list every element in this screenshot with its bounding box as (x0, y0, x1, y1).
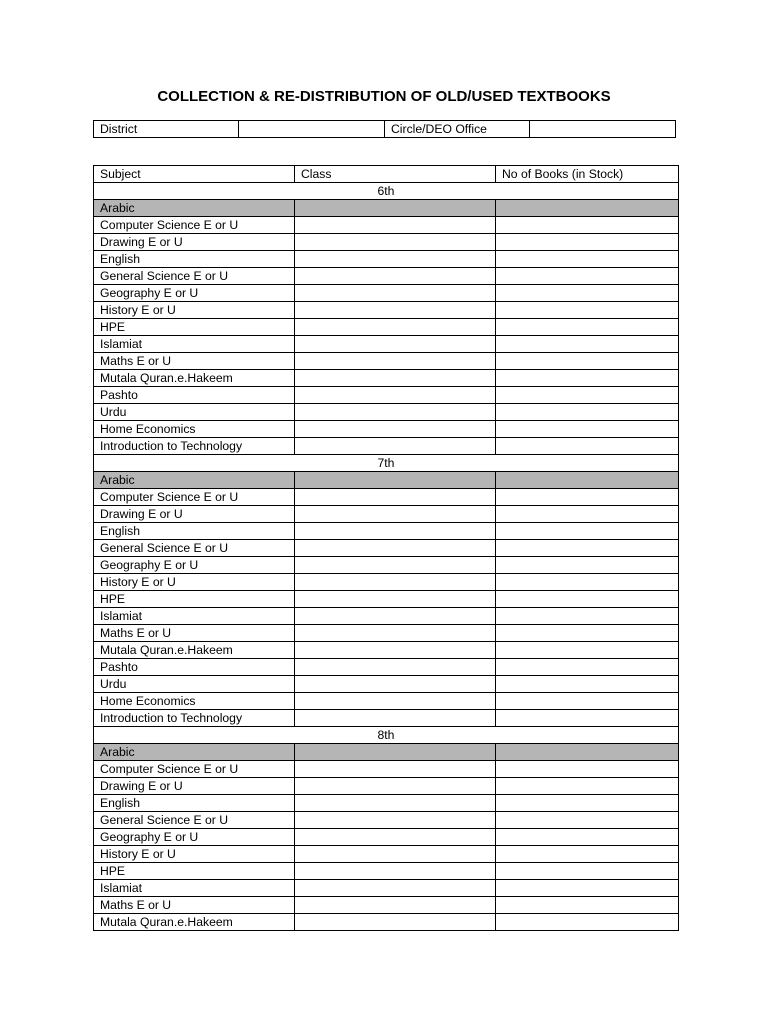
class-cell[interactable] (295, 421, 496, 438)
subject-name: English (94, 251, 295, 268)
class-cell[interactable] (295, 659, 496, 676)
subject-row (94, 591, 679, 608)
subject-row (94, 319, 679, 336)
class-cell[interactable] (295, 829, 496, 846)
class-cell[interactable] (295, 200, 496, 217)
subject-row (94, 302, 679, 319)
office-field[interactable] (530, 121, 676, 138)
subject-name: Geography E or U (94, 829, 295, 846)
subject-row (94, 880, 679, 897)
subject-name: Introduction to Technology (94, 438, 295, 455)
stock-count-cell[interactable] (496, 659, 679, 676)
stock-count-cell[interactable] (496, 914, 679, 931)
stock-count-cell[interactable] (496, 863, 679, 880)
stock-count-cell[interactable] (496, 557, 679, 574)
stock-count-cell[interactable] (496, 472, 679, 489)
subject-row (94, 761, 679, 778)
stock-count-cell[interactable] (496, 846, 679, 863)
stock-count-cell[interactable] (496, 319, 679, 336)
subject-name: Geography E or U (94, 285, 295, 302)
subject-name: Computer Science E or U (94, 489, 295, 506)
subject-row (94, 421, 679, 438)
subject-row (94, 540, 679, 557)
stock-count-cell[interactable] (496, 489, 679, 506)
stock-count-cell[interactable] (496, 370, 679, 387)
subject-name: Mutala Quran.e.Hakeem (94, 642, 295, 659)
subject-row (94, 353, 679, 370)
meta-table (93, 120, 676, 138)
stock-count-cell[interactable] (496, 880, 679, 897)
subject-row (94, 472, 679, 489)
subject-row (94, 336, 679, 353)
subject-row (94, 234, 679, 251)
subject-row (94, 642, 679, 659)
stock-count-cell[interactable] (496, 217, 679, 234)
subject-name: General Science E or U (94, 540, 295, 557)
class-cell[interactable] (295, 353, 496, 370)
class-cell[interactable] (295, 761, 496, 778)
stock-count-cell[interactable] (496, 642, 679, 659)
subject-name: HPE (94, 319, 295, 336)
class-heading: 6th (94, 183, 679, 200)
subject-name: Arabic (94, 200, 295, 217)
subject-row (94, 387, 679, 404)
subject-row (94, 574, 679, 591)
class-cell[interactable] (295, 642, 496, 659)
subject-row (94, 863, 679, 880)
stock-count-cell[interactable] (496, 778, 679, 795)
subject-name: Urdu (94, 676, 295, 693)
stock-count-cell[interactable] (496, 795, 679, 812)
class-cell[interactable] (295, 370, 496, 387)
subject-row (94, 608, 679, 625)
class-cell[interactable] (295, 234, 496, 251)
class-cell[interactable] (295, 472, 496, 489)
subject-name: Islamiat (94, 880, 295, 897)
subject-name: Islamiat (94, 608, 295, 625)
subject-name: Pashto (94, 387, 295, 404)
class-cell[interactable] (295, 489, 496, 506)
class-cell[interactable] (295, 404, 496, 421)
class-cell[interactable] (295, 438, 496, 455)
class-cell[interactable] (295, 846, 496, 863)
class-section-row (94, 183, 679, 200)
stock-count-cell[interactable] (496, 234, 679, 251)
subject-row (94, 676, 679, 693)
district-field[interactable] (239, 121, 385, 138)
class-cell[interactable] (295, 863, 496, 880)
column-header-class: Class (295, 166, 496, 183)
stock-count-cell[interactable] (496, 387, 679, 404)
stock-count-cell[interactable] (496, 353, 679, 370)
subject-row (94, 200, 679, 217)
stock-count-cell[interactable] (496, 897, 679, 914)
meta-row (94, 121, 676, 138)
stock-count-cell[interactable] (496, 336, 679, 353)
class-heading: 7th (94, 455, 679, 472)
subject-name: Computer Science E or U (94, 217, 295, 234)
stock-count-cell[interactable] (496, 523, 679, 540)
stock-count-cell[interactable] (496, 608, 679, 625)
class-cell[interactable] (295, 778, 496, 795)
subject-row (94, 506, 679, 523)
subject-name: English (94, 523, 295, 540)
stock-count-cell[interactable] (496, 591, 679, 608)
class-cell[interactable] (295, 591, 496, 608)
class-cell[interactable] (295, 285, 496, 302)
class-cell[interactable] (295, 506, 496, 523)
subject-row (94, 625, 679, 642)
subject-name: Arabic (94, 472, 295, 489)
stock-count-cell[interactable] (496, 812, 679, 829)
subject-row (94, 489, 679, 506)
subject-row (94, 744, 679, 761)
subject-name: Mutala Quran.e.Hakeem (94, 370, 295, 387)
office-label: Circle/DEO Office (385, 121, 530, 138)
class-cell[interactable] (295, 574, 496, 591)
class-cell[interactable] (295, 557, 496, 574)
class-cell[interactable] (295, 744, 496, 761)
subject-name: Home Economics (94, 693, 295, 710)
class-cell[interactable] (295, 217, 496, 234)
stock-count-cell[interactable] (496, 438, 679, 455)
class-section-row (94, 727, 679, 744)
stock-count-cell[interactable] (496, 285, 679, 302)
subject-name: Arabic (94, 744, 295, 761)
subject-name: General Science E or U (94, 268, 295, 285)
document-title: COLLECTION & RE-DISTRIBUTION OF OLD/USED TEXTBOOKS (157, 88, 611, 105)
subject-name: HPE (94, 591, 295, 608)
class-cell[interactable] (295, 880, 496, 897)
stock-count-cell[interactable] (496, 268, 679, 285)
subject-name: Computer Science E or U (94, 761, 295, 778)
class-cell[interactable] (295, 336, 496, 353)
subject-row (94, 285, 679, 302)
subject-name: Introduction to Technology (94, 710, 295, 727)
class-cell[interactable] (295, 710, 496, 727)
subject-row (94, 914, 679, 931)
subject-name: Drawing E or U (94, 506, 295, 523)
column-header-stock: No of Books (in Stock) (496, 166, 679, 183)
stock-count-cell[interactable] (496, 200, 679, 217)
stock-count-cell[interactable] (496, 506, 679, 523)
class-section-row (94, 455, 679, 472)
class-cell[interactable] (295, 268, 496, 285)
class-cell[interactable] (295, 540, 496, 557)
class-cell[interactable] (295, 676, 496, 693)
subject-row (94, 795, 679, 812)
subject-name: Drawing E or U (94, 234, 295, 251)
subject-name: History E or U (94, 846, 295, 863)
subject-row (94, 268, 679, 285)
class-cell[interactable] (295, 693, 496, 710)
subject-name: Maths E or U (94, 897, 295, 914)
subject-row (94, 897, 679, 914)
class-cell[interactable] (295, 795, 496, 812)
subject-name: History E or U (94, 302, 295, 319)
stock-count-cell[interactable] (496, 744, 679, 761)
subject-name: Geography E or U (94, 557, 295, 574)
subject-name: Urdu (94, 404, 295, 421)
textbook-stock-table (93, 165, 679, 931)
class-cell[interactable] (295, 319, 496, 336)
subject-row (94, 251, 679, 268)
subject-name: Mutala Quran.e.Hakeem (94, 914, 295, 931)
subject-row (94, 523, 679, 540)
subject-name: History E or U (94, 574, 295, 591)
subject-row (94, 846, 679, 863)
class-cell[interactable] (295, 387, 496, 404)
stock-count-cell[interactable] (496, 540, 679, 557)
subject-name: English (94, 795, 295, 812)
subject-row (94, 710, 679, 727)
subject-row (94, 693, 679, 710)
subject-row (94, 812, 679, 829)
subject-row (94, 404, 679, 421)
class-cell[interactable] (295, 251, 496, 268)
subject-row (94, 829, 679, 846)
stock-count-cell[interactable] (496, 404, 679, 421)
header-row (94, 166, 679, 183)
subject-name: Maths E or U (94, 353, 295, 370)
stock-count-cell[interactable] (496, 251, 679, 268)
subject-name: Islamiat (94, 336, 295, 353)
stock-count-cell[interactable] (496, 761, 679, 778)
stock-count-cell[interactable] (496, 421, 679, 438)
stock-count-cell[interactable] (496, 693, 679, 710)
column-header-subject: Subject (94, 166, 295, 183)
subject-row (94, 217, 679, 234)
subject-name: Home Economics (94, 421, 295, 438)
stock-count-cell[interactable] (496, 625, 679, 642)
class-cell[interactable] (295, 625, 496, 642)
class-cell[interactable] (295, 812, 496, 829)
class-cell[interactable] (295, 914, 496, 931)
subject-row (94, 778, 679, 795)
stock-count-cell[interactable] (496, 302, 679, 319)
stock-count-cell[interactable] (496, 829, 679, 846)
subject-name: HPE (94, 863, 295, 880)
stock-count-cell[interactable] (496, 710, 679, 727)
stock-count-cell[interactable] (496, 574, 679, 591)
subject-name: Maths E or U (94, 625, 295, 642)
subject-name: Pashto (94, 659, 295, 676)
district-label: District (94, 121, 239, 138)
subject-row (94, 557, 679, 574)
class-cell[interactable] (295, 523, 496, 540)
class-cell[interactable] (295, 608, 496, 625)
subject-name: Drawing E or U (94, 778, 295, 795)
class-cell[interactable] (295, 302, 496, 319)
stock-count-cell[interactable] (496, 676, 679, 693)
subject-row (94, 370, 679, 387)
class-cell[interactable] (295, 897, 496, 914)
subject-row (94, 659, 679, 676)
subject-name: General Science E or U (94, 812, 295, 829)
class-heading: 8th (94, 727, 679, 744)
subject-row (94, 438, 679, 455)
